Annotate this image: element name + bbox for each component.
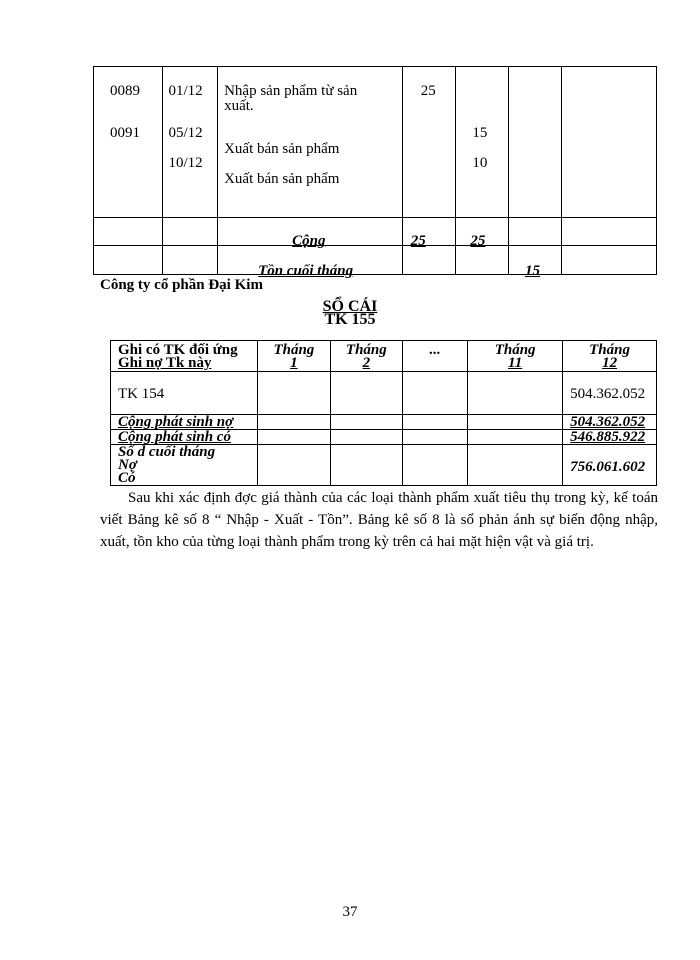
voucher-no: 0091 <box>110 125 140 141</box>
total-issue: 25 <box>470 233 486 249</box>
table-row <box>111 430 657 445</box>
total-label: Cộng <box>292 233 326 249</box>
table-row <box>111 445 657 486</box>
issue-qty: 15 <box>472 125 488 141</box>
date: 01/12 <box>168 83 203 99</box>
table-row <box>94 67 657 218</box>
col-header: Ghi có TK đối ứng <box>118 342 238 358</box>
total-row <box>94 218 657 246</box>
receipt-qty: 25 <box>420 83 436 99</box>
table-row <box>111 372 657 415</box>
issue-cell <box>456 67 509 218</box>
closing-balance: 756.061.602 <box>570 459 646 475</box>
ellipsis-header: ... <box>429 342 441 358</box>
account-label: TK 154 <box>118 386 165 402</box>
voucher-no-cell <box>94 67 163 218</box>
month-header: Tháng <box>273 342 315 358</box>
description: Xuất bán sản phẩm <box>224 141 340 157</box>
balance-cell <box>509 67 562 218</box>
date: 10/12 <box>168 155 203 171</box>
description: Xuất bán sản phẩm <box>224 171 340 187</box>
issue-qty: 10 <box>472 155 488 171</box>
general-ledger-table <box>110 340 657 486</box>
stock-ledger-table <box>93 66 657 279</box>
month-header: Tháng <box>345 342 387 358</box>
date: 05/12 <box>168 125 203 141</box>
month-header: Tháng <box>589 342 630 358</box>
debit-total-label: Cộng phát sinh nợ <box>118 414 234 430</box>
ledger-title: SỔ CÁI <box>322 298 378 315</box>
body-paragraph: Sau khi xác định đợc giá thành của các loại thành phẩm xuất tiêu thụ trong kỳ, kế toán viết Bảng kê số 8 “ Nhập - Xuất - Tồn”. Bảng kê số 8 là sổ phản ánh sự biến động nhập, xuất, tồn kho của từng loại thành phẩm trong kỳ trên cả hai mặt hiện vật và giá trị. <box>100 490 658 550</box>
description-cell <box>218 67 403 218</box>
closing-balance: 15 <box>525 263 540 279</box>
credit-label: Có <box>118 470 136 486</box>
month-header: 11 <box>508 355 523 371</box>
receipt-cell <box>402 67 456 218</box>
header-row <box>111 341 657 372</box>
amount: 504.362.052 <box>570 386 646 402</box>
note-cell <box>561 67 656 218</box>
balance-label: Số d cuối tháng <box>118 444 216 460</box>
credit-total: 546.885.922 <box>570 429 646 445</box>
month-header: 12 <box>602 355 618 371</box>
date-cell <box>162 67 218 218</box>
ledger-subtitle: TK 155 <box>324 311 376 328</box>
company-name: Công ty cổ phần Đại Kim <box>100 277 263 293</box>
month-header: 1 <box>290 355 298 371</box>
month-header: 2 <box>362 355 371 371</box>
col-header: Ghi nợ Tk này <box>118 355 212 371</box>
closing-label: Tồn cuối tháng <box>258 263 354 279</box>
closing-row <box>94 246 657 275</box>
total-receipt: 25 <box>410 233 426 249</box>
page-number: 37 <box>342 904 358 920</box>
description: Nhập sản phẩm từ sản <box>224 83 358 99</box>
voucher-no: 0089 <box>110 83 140 99</box>
debit-label: Nợ <box>118 457 137 473</box>
description: xuất. <box>224 98 254 114</box>
debit-total: 504.362.052 <box>570 414 646 430</box>
month-header: Tháng <box>494 342 536 358</box>
credit-total-label: Cộng phát sinh có <box>118 429 231 445</box>
table-row <box>111 415 657 430</box>
